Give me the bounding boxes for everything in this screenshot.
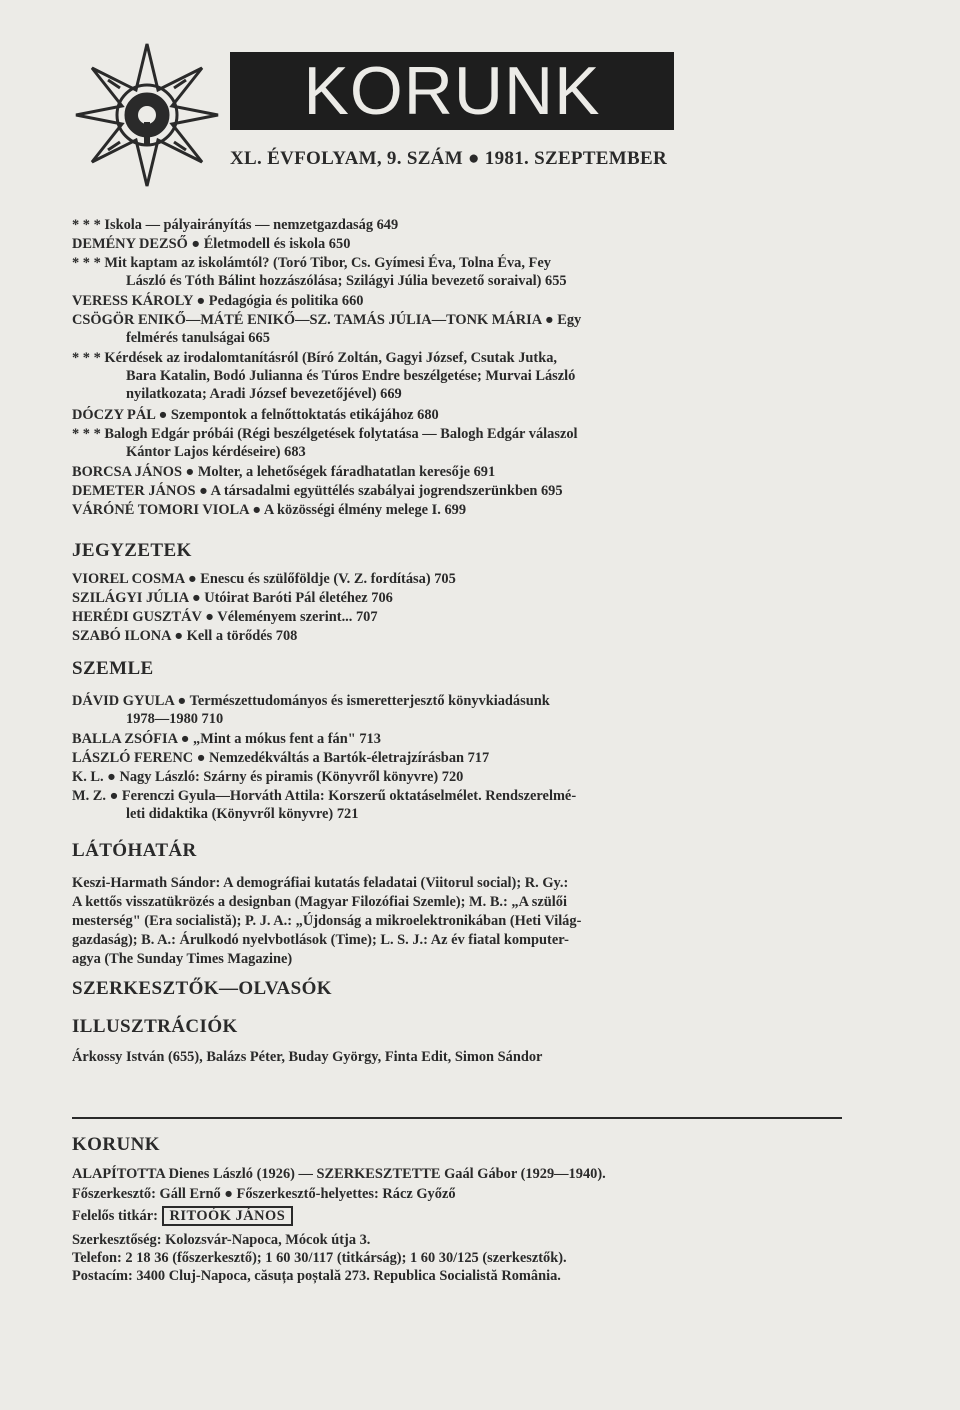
section-heading-latohatar: LÁTÓHATÁR (72, 840, 197, 861)
toc-item: VÁRÓNÉ TOMORI VIOLA ● A közösségi élmény melege I. 699 (72, 502, 467, 518)
emblem-logo-icon (72, 40, 222, 190)
toc-item: * * * Iskola — pályairányítás — nemzetgazdaság 649 (72, 217, 399, 233)
masthead (72, 40, 892, 180)
divider (72, 1117, 842, 1119)
issue-line: XL. ÉVFOLYAM, 9. SZÁM ● 1981. SZEPTEMBER (230, 148, 667, 169)
toc-item: BORCSA JÁNOS ● Molter, a lehetőségek fáradhatatlan keresője 691 (72, 464, 496, 480)
list-item: SZILÁGYI JÚLIA ● Utóirat Baróti Pál életéhez 706 (72, 590, 393, 606)
colophon-founded: ALAPÍTOTTA Dienes László (1926) — SZERKESZTETTE Gaál Gábor (1929—1940). (72, 1166, 606, 1182)
toc-item: * * * Mit kaptam az iskolámtól? (Toró Tibor, Cs. Gyímesi Éva, Tolna Éva, Fey László és Tóth Bálint hozzászólása; Szilágyi Júlia bevezető soraival) 655 (72, 255, 567, 289)
list-item: K. L. ● Nagy László: Szárny és piramis (Könyvről könyvre) 720 (72, 769, 464, 785)
colophon-title: KORUNK (72, 1134, 160, 1155)
magazine-title: KORUNK (230, 52, 674, 130)
list-item: M. Z. ● Ferenczi Gyula—Horváth Attila: Korszerű oktatáselmélet. Rendszerelmé- leti didaktika (Könyvről könyvre) 721 (72, 788, 577, 822)
toc-item: * * * Kérdések az irodalomtanításról (Bíró Zoltán, Gagyi József, Csutak Jutka, Bara Katalin, Bodó Julianna és Túros Endre beszélgetése; Murvai László nyilatkozata; Aradi József bevezetőjével) 669 (72, 350, 576, 402)
colophon-phone: Telefon: 2 18 36 (főszerkesztő); 1 60 30/117 (titkárság); 1 60 30/125 (szerkesztők). (72, 1250, 567, 1266)
list-item: A kettős visszatükrözés a designban (Magyar Filozófiai Szemle); M. B.: „A szülői (72, 894, 567, 910)
toc-item: DÓCZY PÁL ● Szempontok a felnőttoktatás etikájához 680 (72, 407, 439, 423)
list-item: DÁVID GYULA ● Természettudományos és ismeretterjesztő könyvkiadásunk 1978—1980 710 (72, 693, 550, 727)
section-heading-illusztraciok: ILLUSZTRÁCIÓK (72, 1016, 238, 1037)
list-item: SZABÓ ILONA ● Kell a törődés 708 (72, 628, 298, 644)
colophon-office: Szerkesztőség: Kolozsvár-Napoca, Mócok útja 3. (72, 1232, 371, 1248)
secretary-name: RITOÓK JÁNOS (162, 1206, 294, 1226)
section-heading-jegyzetek: JEGYZETEK (72, 540, 192, 561)
list-item: agya (The Sunday Times Magazine) (72, 951, 293, 967)
toc-item: DEMETER JÁNOS ● A társadalmi együttélés szabályai jogrendszerünkben 695 (72, 483, 563, 499)
colophon-editors: Főszerkesztő: Gáll Ernő ● Főszerkesztő-helyettes: Rácz Győző (72, 1186, 456, 1202)
toc-item: DEMÉNY DEZSŐ ● Életmodell és iskola 650 (72, 236, 351, 252)
section-heading-szemle: SZEMLE (72, 658, 154, 679)
list-item: VIOREL COSMA ● Enescu és szülőföldje (V. Z. fordítása) 705 (72, 571, 456, 587)
list-item: HERÉDI GUSZTÁV ● Véleményem szerint... 707 (72, 609, 378, 625)
colophon-postal: Postacím: 3400 Cluj-Napoca, căsuța poștală 273. Republica Socialistă România. (72, 1268, 561, 1284)
list-item: mesterség" (Era socialistă); P. J. A.: „Újdonság a mikroelektronikában (Heti Világ- (72, 913, 582, 929)
toc-item: CSÖGÖR ENIKŐ—MÁTÉ ENIKŐ—SZ. TAMÁS JÚLIA—TONK MÁRIA ● Egy felmérés tanulságai 665 (72, 312, 582, 346)
toc-item: * * * Balogh Edgár próbái (Régi beszélgetések folytatása — Balogh Edgár válaszol Kántor Lajos kérdéseire) 683 (72, 426, 578, 460)
colophon-secretary (72, 1208, 862, 1225)
secretary-label: Felelős titkár: (72, 1208, 158, 1224)
toc-item: VERESS KÁROLY ● Pedagógia és politika 660 (72, 293, 364, 309)
list-item: gazdaság); B. A.: Árulkodó nyelvbotlások (Time); L. S. J.: Az év fiatal komputer- (72, 932, 569, 948)
list-item: BALLA ZSÓFIA ● „Mint a mókus fent a fán" 713 (72, 731, 381, 747)
list-item: Árkossy István (655), Balázs Péter, Buday György, Finta Edit, Simon Sándor (72, 1049, 543, 1065)
section-heading-szerkesztok: SZERKESZTŐK—OLVASÓK (72, 978, 332, 999)
list-item: LÁSZLÓ FERENC ● Nemzedékváltás a Bartók-életrajzírásban 717 (72, 750, 490, 766)
list-item: Keszi-Harmath Sándor: A demográfiai kutatás feladatai (Viitorul social); R. Gy.: (72, 875, 569, 891)
